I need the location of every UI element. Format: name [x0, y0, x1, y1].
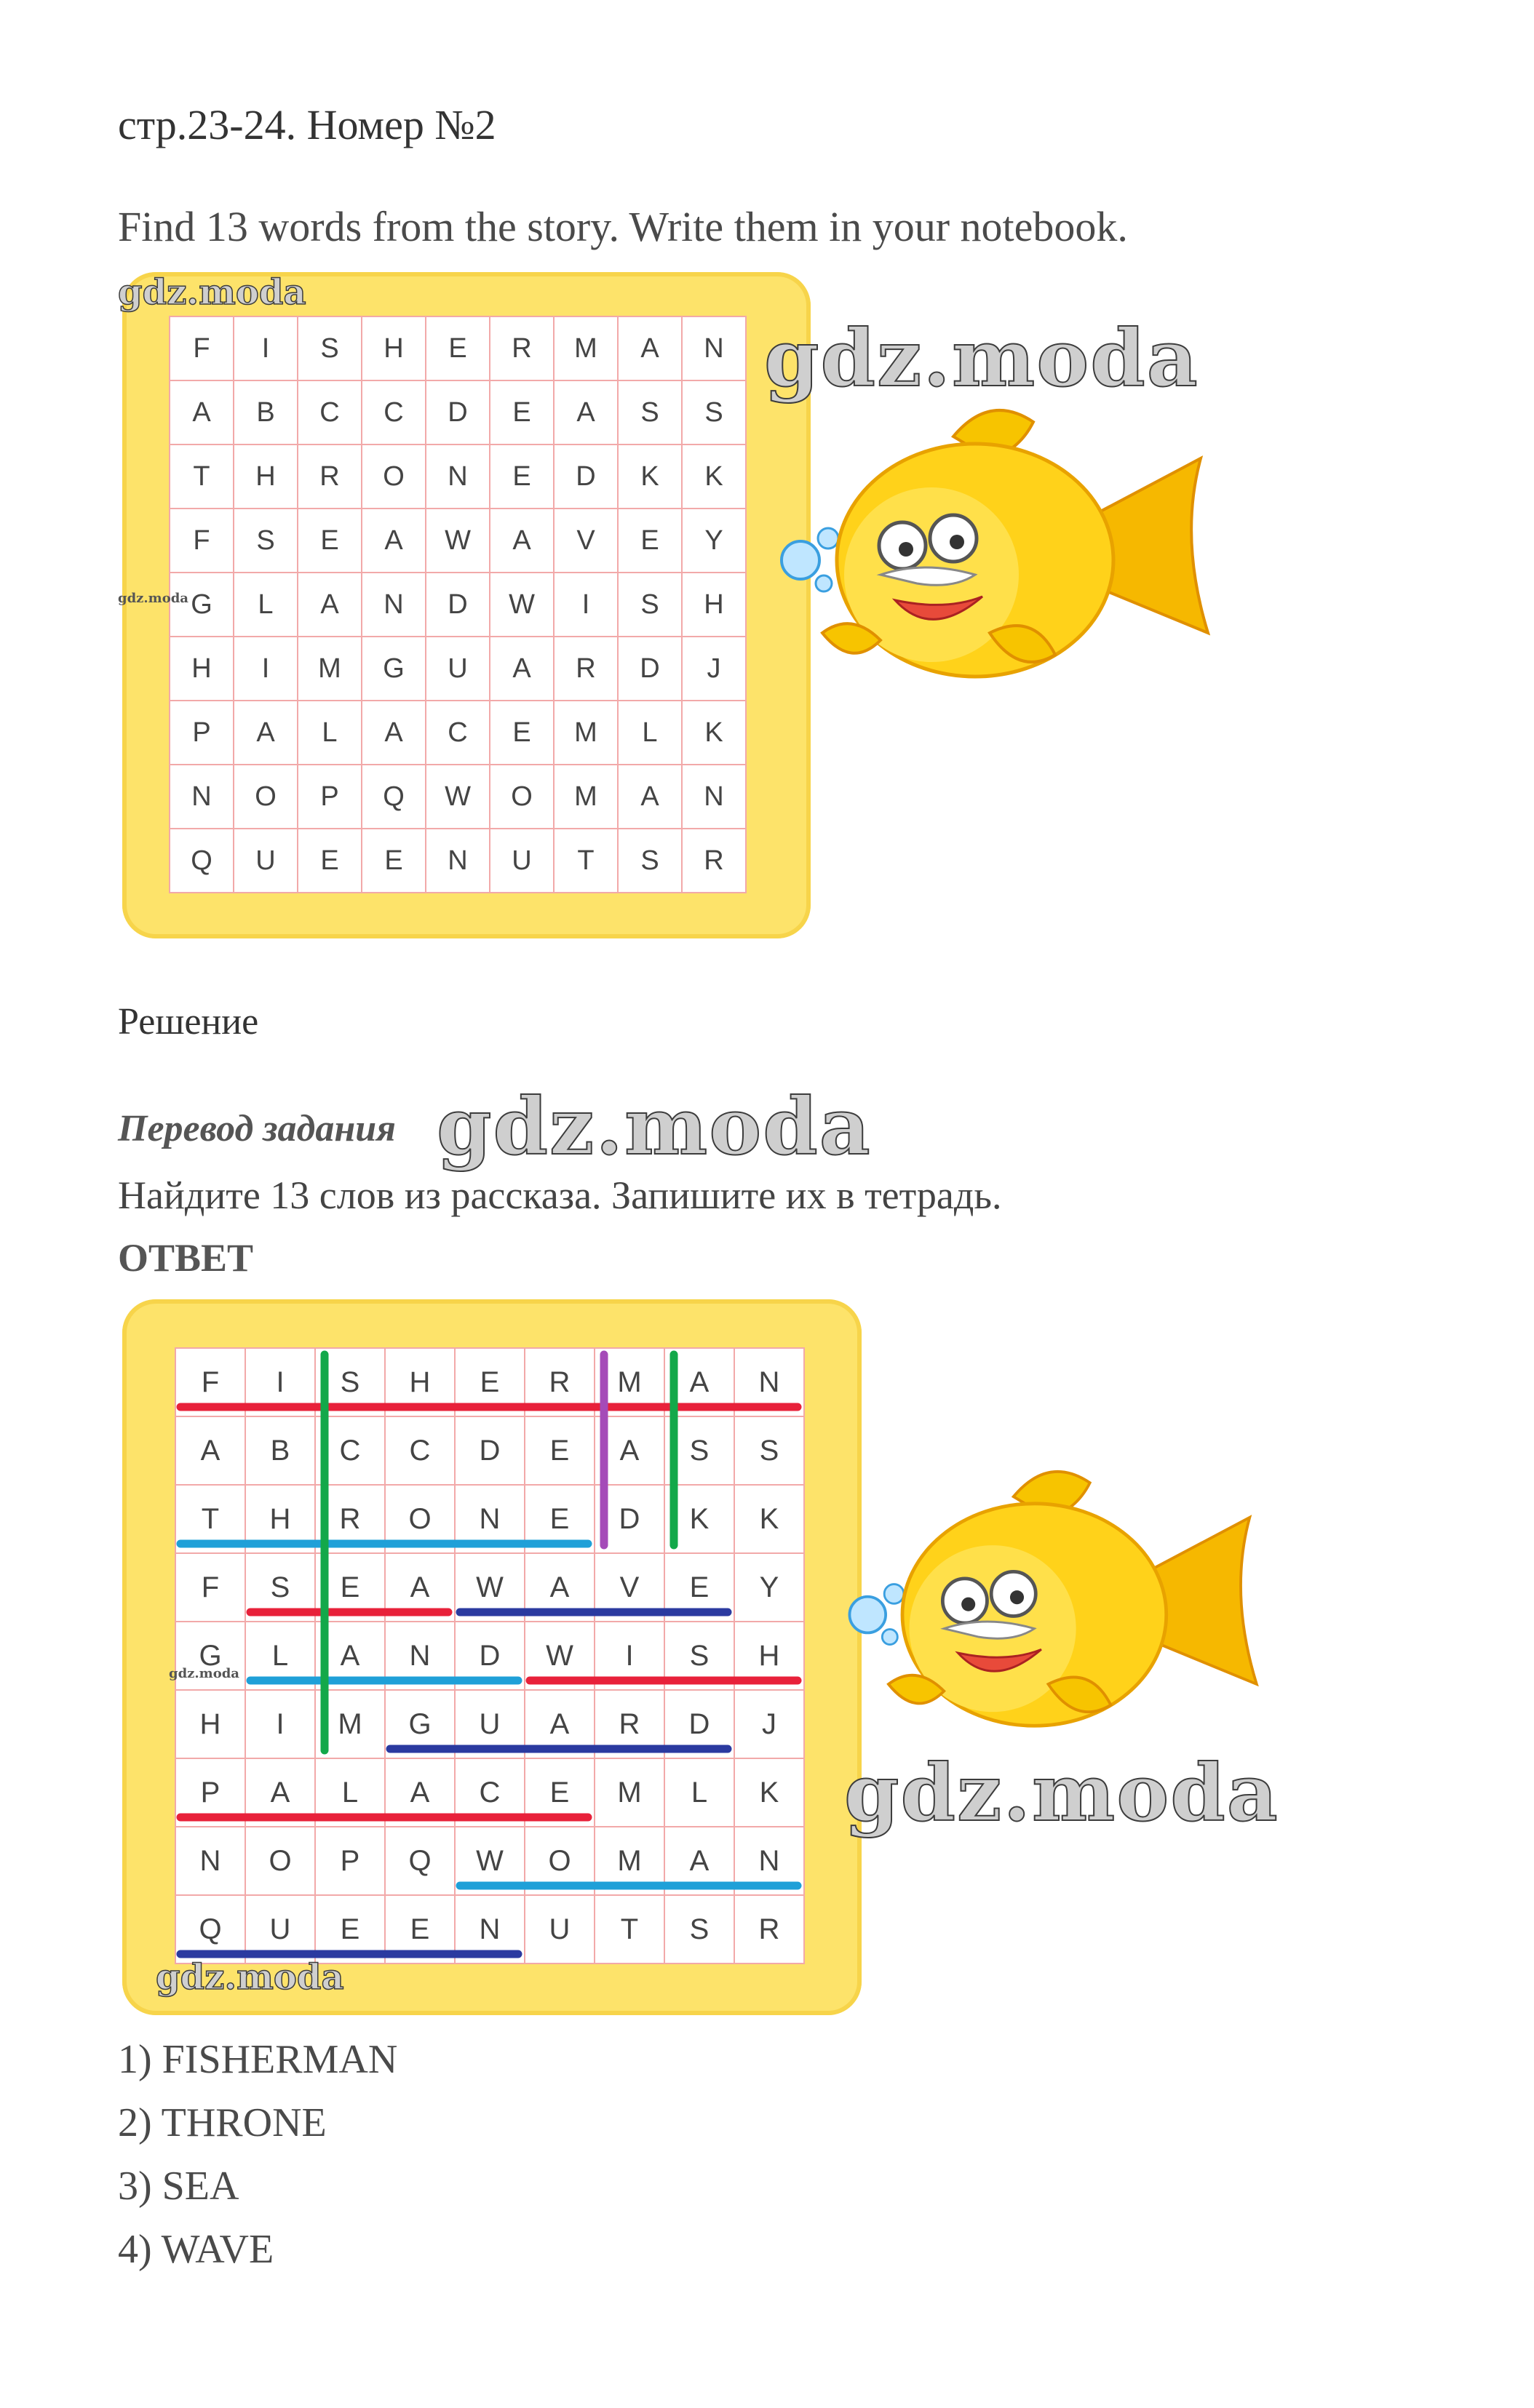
answer-grid-cell: D: [456, 1417, 525, 1486]
answer-item: 1) FISHERMAN: [118, 2037, 398, 2082]
answer-grid-cell: R: [525, 1349, 595, 1417]
solution-heading: Решение: [118, 1001, 259, 1042]
grid-cell: R: [490, 317, 555, 381]
answer-grid-cell: R: [595, 1691, 665, 1759]
grid-cell: A: [234, 701, 298, 765]
grid-cell: O: [362, 445, 426, 509]
grid-cell: S: [619, 829, 683, 893]
answer-grid-cell: C: [456, 1759, 525, 1827]
grid-cell: G: [362, 637, 426, 701]
answer-grid-cell: E: [525, 1759, 595, 1827]
grid-cell: R: [298, 445, 362, 509]
answer-grid-cell: N: [735, 1349, 805, 1417]
translation-heading: Перевод задания: [118, 1108, 396, 1149]
grid-cell: T: [555, 829, 619, 893]
grid-cell: A: [298, 573, 362, 637]
grid-cell: R: [683, 829, 747, 893]
answer-grid-cell: L: [316, 1759, 386, 1827]
answer-grid-cell: E: [316, 1896, 386, 1964]
fish-illustration: [771, 393, 1223, 713]
answer-grid-cell: P: [176, 1759, 246, 1827]
grid-cell: S: [683, 381, 747, 445]
answer-grid-cell: A: [386, 1759, 456, 1827]
answer-grid-cell: J: [735, 1691, 805, 1759]
grid-cell: M: [555, 765, 619, 829]
answer-grid-cell: I: [246, 1349, 316, 1417]
grid-cell: E: [426, 317, 490, 381]
answer-grid-cell: E: [525, 1417, 595, 1486]
answer-grid-cell: W: [525, 1622, 595, 1691]
answer-grid-cell: D: [595, 1486, 665, 1554]
grid-cell: S: [234, 509, 298, 573]
answer-grid-cell: N: [735, 1827, 805, 1896]
grid-cell: C: [426, 701, 490, 765]
grid-cell: H: [683, 573, 747, 637]
grid-cell: N: [426, 829, 490, 893]
answer-grid-cell: L: [665, 1759, 735, 1827]
answer-grid-cell: K: [665, 1486, 735, 1554]
grid-cell: N: [683, 317, 747, 381]
grid-cell: U: [426, 637, 490, 701]
grid-cell: K: [683, 445, 747, 509]
answer-grid-cell: O: [386, 1486, 456, 1554]
answer-grid-cell: S: [665, 1417, 735, 1486]
answer-grid-cell: A: [525, 1554, 595, 1622]
grid-cell: H: [170, 637, 234, 701]
answer-word-search-grid: [175, 1347, 805, 1964]
grid-cell: A: [362, 701, 426, 765]
grid-cell: E: [298, 509, 362, 573]
answer-grid-cell: N: [386, 1622, 456, 1691]
grid-cell: K: [683, 701, 747, 765]
watermark: gdz.moda: [437, 1081, 872, 1173]
grid-cell: O: [234, 765, 298, 829]
grid-cell: Q: [362, 765, 426, 829]
answer-grid-cell: H: [176, 1691, 246, 1759]
watermark: gdz.moda: [156, 1957, 344, 1998]
answer-grid-cell: Y: [735, 1554, 805, 1622]
answer-grid-cell: A: [386, 1554, 456, 1622]
grid-cell: C: [362, 381, 426, 445]
grid-cell: D: [555, 445, 619, 509]
page-title: стр.23-24. Номер №2: [118, 101, 496, 148]
grid-cell: L: [298, 701, 362, 765]
answer-grid-cell: S: [246, 1554, 316, 1622]
grid-cell: D: [619, 637, 683, 701]
grid-cell: G: [170, 573, 234, 637]
answer-grid-cell: E: [665, 1554, 735, 1622]
answer-grid-cell: L: [246, 1622, 316, 1691]
answer-grid-cell: R: [735, 1896, 805, 1964]
answer-grid-cell: A: [316, 1622, 386, 1691]
answer-grid-cell: F: [176, 1554, 246, 1622]
answer-grid-cell: I: [595, 1622, 665, 1691]
grid-cell: N: [426, 445, 490, 509]
grid-cell: E: [490, 381, 555, 445]
grid-cell: A: [619, 765, 683, 829]
answer-item: 4) WAVE: [118, 2227, 274, 2272]
answer-grid-cell: W: [456, 1554, 525, 1622]
grid-cell: S: [619, 573, 683, 637]
answer-grid-cell: M: [595, 1827, 665, 1896]
grid-cell: U: [490, 829, 555, 893]
answer-grid-cell: I: [246, 1691, 316, 1759]
grid-cell: O: [490, 765, 555, 829]
answer-grid-cell: A: [246, 1759, 316, 1827]
fish-illustration: [822, 1455, 1288, 1761]
grid-cell: E: [490, 445, 555, 509]
grid-cell: E: [298, 829, 362, 893]
answer-grid-cell: A: [176, 1417, 246, 1486]
answer-grid-cell: D: [456, 1622, 525, 1691]
answer-grid-cell: A: [665, 1827, 735, 1896]
grid-cell: S: [619, 381, 683, 445]
grid-cell: B: [234, 381, 298, 445]
answer-grid-cell: C: [386, 1417, 456, 1486]
grid-cell: M: [555, 701, 619, 765]
answer-grid-cell: Q: [176, 1896, 246, 1964]
grid-cell: I: [555, 573, 619, 637]
answer-grid-cell: H: [735, 1622, 805, 1691]
answer-grid-cell: M: [595, 1349, 665, 1417]
answer-grid-cell: H: [386, 1349, 456, 1417]
answer-grid-cell: E: [456, 1349, 525, 1417]
answer-grid-cell: K: [735, 1486, 805, 1554]
grid-cell: L: [234, 573, 298, 637]
answer-grid-cell: M: [316, 1691, 386, 1759]
grid-cell: D: [426, 381, 490, 445]
answer-grid-cell: C: [316, 1417, 386, 1486]
answer-grid-cell: E: [525, 1486, 595, 1554]
grid-cell: F: [170, 317, 234, 381]
translation-text: Найдите 13 слов из рассказа. Запишите их в тетрадь.: [118, 1173, 1002, 1217]
answer-grid-cell: K: [735, 1759, 805, 1827]
grid-cell: R: [555, 637, 619, 701]
answer-heading: ОТВЕТ: [118, 1236, 254, 1280]
grid-cell: W: [426, 765, 490, 829]
grid-cell: L: [619, 701, 683, 765]
answer-item: 2) THRONE: [118, 2100, 327, 2145]
answer-grid-cell: T: [176, 1486, 246, 1554]
grid-cell: N: [362, 573, 426, 637]
grid-cell: Q: [170, 829, 234, 893]
answer-grid-cell: E: [386, 1896, 456, 1964]
grid-cell: W: [426, 509, 490, 573]
grid-cell: U: [234, 829, 298, 893]
grid-cell: V: [555, 509, 619, 573]
watermark: gdz.moda: [169, 1666, 239, 1681]
answer-grid-cell: N: [456, 1486, 525, 1554]
grid-cell: N: [170, 765, 234, 829]
grid-cell: S: [298, 317, 362, 381]
answer-grid-cell: Q: [386, 1827, 456, 1896]
grid-cell: P: [298, 765, 362, 829]
grid-cell: M: [298, 637, 362, 701]
grid-cell: K: [619, 445, 683, 509]
grid-cell: I: [234, 317, 298, 381]
grid-cell: I: [234, 637, 298, 701]
answer-grid-cell: W: [456, 1827, 525, 1896]
answer-grid-cell: A: [665, 1349, 735, 1417]
grid-cell: A: [555, 381, 619, 445]
grid-cell: Y: [683, 509, 747, 573]
answer-grid-cell: U: [525, 1896, 595, 1964]
grid-cell: P: [170, 701, 234, 765]
answer-grid-cell: A: [525, 1691, 595, 1759]
grid-cell: A: [490, 509, 555, 573]
answer-grid-cell: A: [595, 1417, 665, 1486]
answer-grid-cell: U: [456, 1691, 525, 1759]
answer-grid-cell: N: [176, 1827, 246, 1896]
grid-cell: N: [683, 765, 747, 829]
grid-cell: M: [555, 317, 619, 381]
answer-grid-cell: P: [316, 1827, 386, 1896]
answer-item: 3) SEA: [118, 2164, 239, 2209]
watermark: gdz.moda: [764, 313, 1199, 404]
answer-grid-cell: R: [316, 1486, 386, 1554]
word-search-grid: [169, 316, 747, 893]
answer-grid-cell: S: [316, 1349, 386, 1417]
grid-cell: E: [619, 509, 683, 573]
watermark: gdz.moda: [118, 591, 188, 606]
watermark: gdz.moda: [118, 272, 306, 313]
grid-cell: D: [426, 573, 490, 637]
answer-grid-cell: S: [665, 1896, 735, 1964]
answer-grid-cell: M: [595, 1759, 665, 1827]
grid-cell: A: [362, 509, 426, 573]
grid-cell: A: [170, 381, 234, 445]
watermark: gdz.moda: [844, 1747, 1279, 1839]
answer-grid-cell: F: [176, 1349, 246, 1417]
answer-list: [118, 2028, 397, 2281]
answer-grid-cell: V: [595, 1554, 665, 1622]
answer-grid-cell: H: [246, 1486, 316, 1554]
answer-grid-cell: B: [246, 1417, 316, 1486]
answer-grid-cell: O: [246, 1827, 316, 1896]
answer-grid-cell: E: [316, 1554, 386, 1622]
grid-cell: C: [298, 381, 362, 445]
answer-grid-cell: N: [456, 1896, 525, 1964]
answer-grid-cell: G: [386, 1691, 456, 1759]
grid-cell: H: [234, 445, 298, 509]
grid-cell: E: [490, 701, 555, 765]
answer-grid-cell: U: [246, 1896, 316, 1964]
grid-cell: H: [362, 317, 426, 381]
grid-cell: E: [362, 829, 426, 893]
task-text: Find 13 words from the story. Write them in your notebook.: [118, 203, 1128, 250]
answer-grid-cell: D: [665, 1691, 735, 1759]
answer-grid-cell: O: [525, 1827, 595, 1896]
answer-grid-cell: G: [176, 1622, 246, 1691]
grid-cell: A: [619, 317, 683, 381]
grid-cell: J: [683, 637, 747, 701]
grid-cell: W: [490, 573, 555, 637]
answer-grid-cell: S: [665, 1622, 735, 1691]
answer-grid-cell: T: [595, 1896, 665, 1964]
answer-grid-cell: S: [735, 1417, 805, 1486]
grid-cell: T: [170, 445, 234, 509]
grid-cell: F: [170, 509, 234, 573]
grid-cell: A: [490, 637, 555, 701]
